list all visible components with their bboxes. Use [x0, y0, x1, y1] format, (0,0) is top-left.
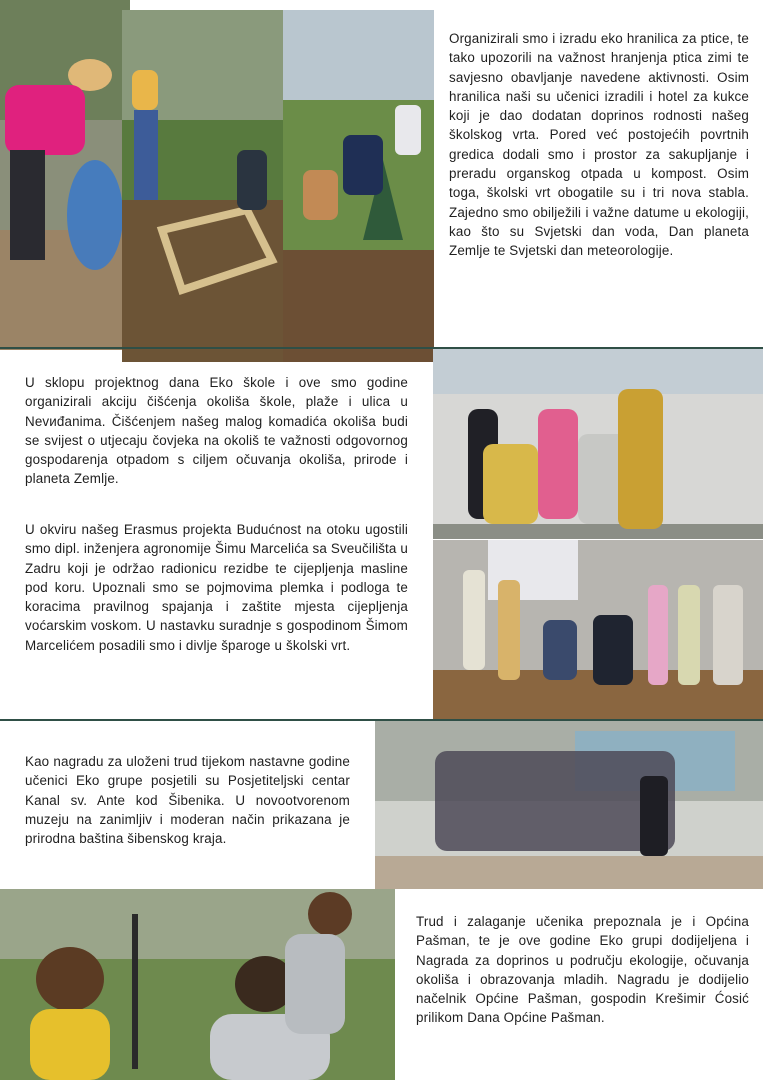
- paragraph-text: U sklopu projektnog dana Eko škole i ove smo godine organizirali akciju čišćenja okoliša škole, plaže i ulica u Nevиđanima. Čišćenjem našeg malog komadića okoliša budi se svijest o utjecaju čovjeka na okoliš te važnosti odgovornog gospodarenja otpadom s ciljem očuvanja okoliša, prirode i planeta Zemlje.: [25, 375, 408, 487]
- paragraph-text: Kao nagradu za uloženi trud tijekom nastavne godine učenici Eko grupe posjetili su Posjetiteljski centar Kanal sv. Ante kod Šibenika. U novootvorenom muzeju na zanimljiv i moderan način prikazana je prirodna baština šibenskog kraja.: [25, 754, 350, 847]
- paragraph-text: Trud i zalaganje učenika prepoznala je i Općina Pašman, te je ove godine Eko grupi dodijeljena i Nagrada za doprinos u području ekologije, očuvanja okoliša i obrazovanja mladih. Nagradu je dodijelio načelnik Općine Pašman, gospodin Krešimir Ćosić prilikom Dana Općine Pašman.: [416, 914, 749, 1026]
- paragraph-text: Organizirali smo i izradu eko hranilica za ptice, te tako upozorili na važnost hranjenja ptica zimi te savjesno obavljanje navedene aktivnosti. Osim hranilica naši su učenici izradili i hotel za kukce koji je dao dodatan doprinos rodnosti našeg školskog vrta. Pored već postojećih povrtnih gredica dodali smo i prostor za sakupljanje i preradu organskog otpada u kompost. Osim toga, školski vrt obogatile su i tri nova stabla. Zajedno smo obilježili i važne datume u ekologiji, kao što su Svjetski dan voda, Dan planeta Zemlje te Svjetski dan meteorologije.: [449, 31, 749, 259]
- photo-planting-frame: [122, 10, 285, 362]
- photo-group-with-gloves: [433, 349, 763, 539]
- photo-olive-pruning: [0, 889, 395, 1080]
- paragraph-kanal-visit: [25, 752, 350, 848]
- paragraph-bird-feeders: [449, 29, 749, 261]
- photo-workshop-class: [433, 540, 763, 720]
- photo-group-outdoors: [375, 721, 763, 889]
- photo-litter-pickup: [0, 0, 130, 350]
- paragraph-award: [416, 912, 749, 1028]
- paragraph-text: U okviru našeg Erasmus projekta Budućnost na otoku ugostili smo dipl. inženjera agronomije Šimu Marcelića sa Sveučilišta u Zadru koji je održao radionicu rezidbe te cijepljenja masline pod koru. Upoznali smo se pojmovima plemka i podloga te koracima pravilnog spajanja i zaštite mjesta cijepljenja voćarskim voskom. U nastavku suradnje s gospodinom Šimom Marcelićem posadili smo i divlje šparoge u školski vrt.: [25, 522, 408, 653]
- paragraph-erasmus-project: [25, 520, 408, 655]
- photo-tree-planting: [283, 10, 434, 362]
- paragraph-cleanup-action: [25, 373, 408, 489]
